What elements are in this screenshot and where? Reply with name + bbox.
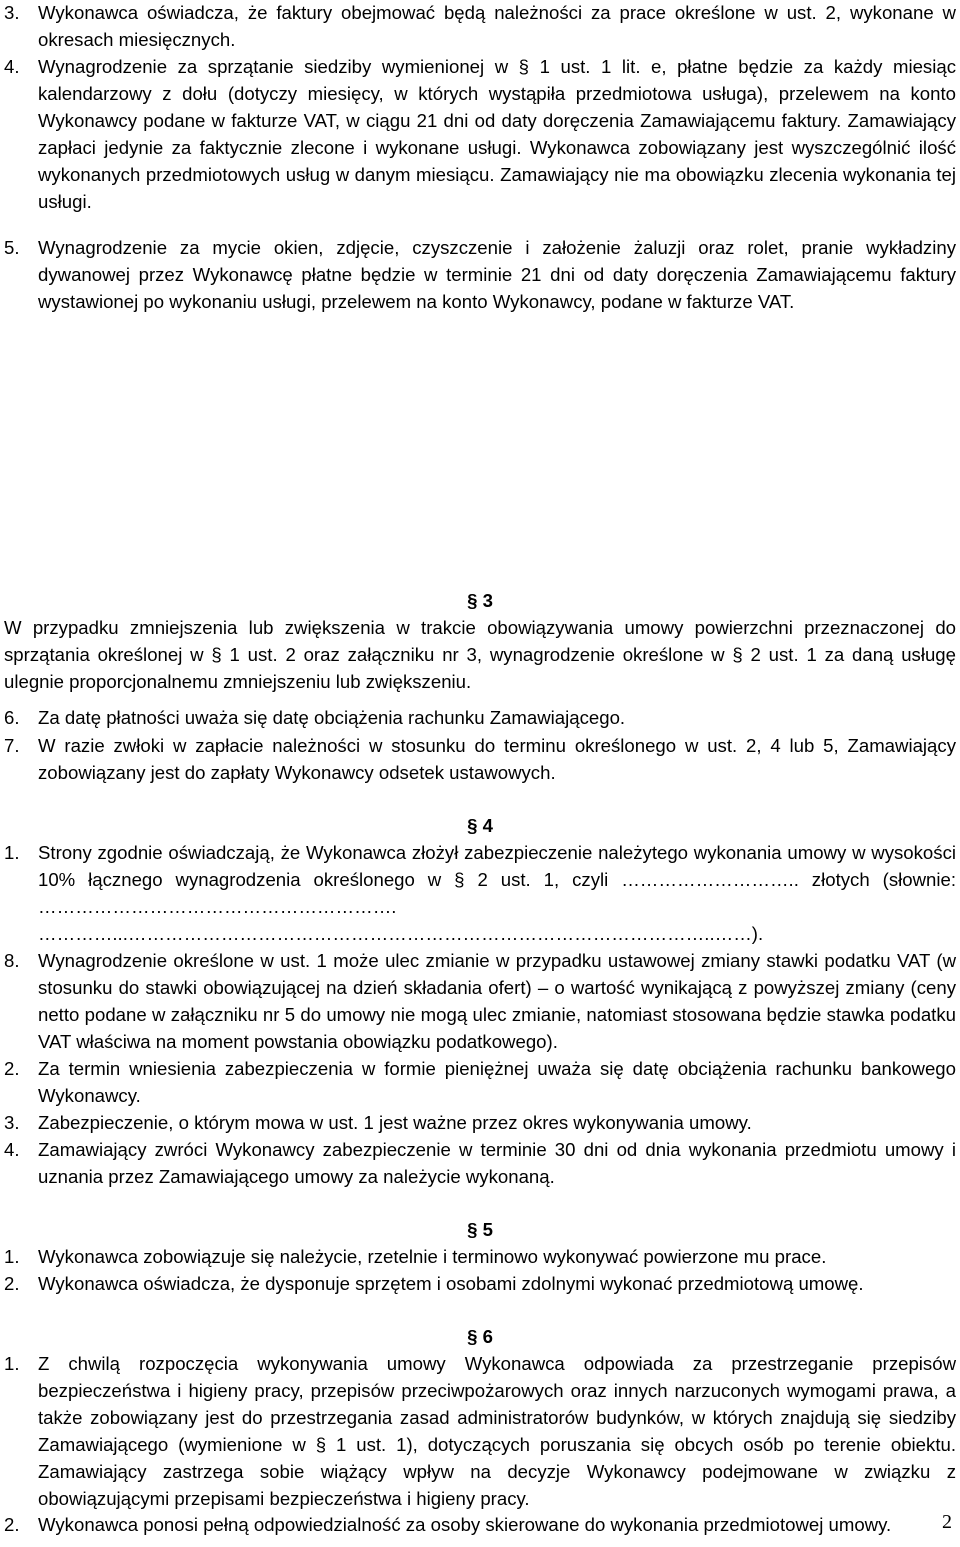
list-item bbox=[4, 1110, 956, 1137]
list-item bbox=[4, 1512, 956, 1539]
item-number: 2. bbox=[4, 1273, 20, 1294]
item-text: Wynagrodzenie za mycie okien, zdjęcie, czyszczenie i założenie żaluzji oraz rolet, pranie wykładziny dywanowej przez Wykonawcę płatne będzie w terminie 21 dni od daty doręczenia Zamawiającemu faktury wystawionej po wykonaniu usługi, przelewem na konto Wykonawcy, podane w fakturze VAT. bbox=[38, 237, 956, 312]
item-number: 4. bbox=[4, 1139, 20, 1160]
list-item bbox=[4, 1351, 956, 1512]
item-number: 8. bbox=[4, 950, 20, 971]
section-heading: § 6 bbox=[467, 1326, 493, 1347]
item-text: Wynagrodzenie za sprzątanie siedziby wymienionej w § 1 ust. 1 lit. e, płatne będzie za każdy miesiąc kalendarzowy z dołu (dotyczy miesięcy, w których wystąpiła przedmiotowa usługa), przelewem na konto Wykonawcy podane w fakturze VAT, w ciągu 21 dni od daty doręczenia Zamawiającemu faktury. Zamawiający zapłaci jedynie za faktycznie zlecone i wykonane usługi. Wykonawca zobowiązany jest wyszczególnić ilość wykonanych przedmiotowych usług w danym miesiącu. Zamawiający nie ma obowiązku zlecenia wykonania tej usługi. bbox=[38, 56, 956, 212]
item-text: Wynagrodzenie określone w ust. 1 może ulec zmianie w przypadku ustawowej zmiany stawki podatku VAT (w stosunku do stawki obowiązującej na dzień składania ofert) – o wartość wynikającą z powyższej zmiany (ceny netto podane w załączniku nr 5 do umowy nie mogą ulec zmianie, natomiast stosowana będzie stawka podatku VAT właściwa na moment powstania obowiązku podatkowego). bbox=[38, 950, 956, 1052]
item-number: 7. bbox=[4, 735, 20, 756]
list-item bbox=[4, 1056, 956, 1110]
item-number: 1. bbox=[4, 1246, 20, 1267]
item-text: Wykonawca zobowiązuje się należycie, rzetelnie i terminowo wykonywać powierzone mu prace. bbox=[38, 1246, 827, 1267]
page-number: 2 bbox=[942, 1511, 952, 1533]
item-number: 2. bbox=[4, 1058, 20, 1079]
item-number: 3. bbox=[4, 1112, 20, 1133]
section-paragraph: W przypadku zmniejszenia lub zwiększenia w trakcie obowiązywania umowy powierzchni przeznaczonej do sprzątania określonej w § 1 ust. 2 oraz załączniku nr 3, wynagrodzenie określone w § 2 ust. 1 za daną usługę ulegnie proporcjonalnemu zmniejszeniu lub zwiększeniu. bbox=[4, 617, 956, 692]
item-number: 1. bbox=[4, 1353, 20, 1374]
item-text: Za termin wniesienia zabezpieczenia w formie pieniężnej uważa się datę obciążenia rachunku bankowego Wykonawcy. bbox=[38, 1058, 956, 1106]
item-number: 5. bbox=[4, 237, 20, 258]
item-text: Strony zgodnie oświadczają, że Wykonawca złożył zabezpieczenie należytego wykonania umowy w wysokości 10% łącznego wynagrodzenia określonego w § 2 ust. 1, czyli ……………………….. złotych (słownie: …………………………………………………. …………...…………………………………………………………………………………..……). bbox=[38, 842, 956, 944]
item-text: Zamawiający zwróci Wykonawcy zabezpieczenie w terminie 30 dni od dnia wykonania przedmiotu umowy i uznania przez Zamawiającego umowy za należycie wykonaną. bbox=[38, 1139, 956, 1187]
section-heading: § 4 bbox=[467, 815, 493, 836]
item-text: Za datę płatności uważa się datę obciążenia rachunku Zamawiającego. bbox=[38, 707, 626, 728]
list-item bbox=[4, 948, 956, 1056]
list-item bbox=[4, 0, 956, 54]
item-text: Wykonawca oświadcza, że faktury obejmować będą należności za prace określone w ust. 2, wykonane w okresach miesięcznych. bbox=[38, 2, 956, 50]
list-item bbox=[4, 235, 956, 316]
item-number: 2. bbox=[4, 1514, 20, 1535]
list-item bbox=[4, 840, 956, 948]
list-item bbox=[4, 1271, 956, 1298]
item-number: 3. bbox=[4, 2, 20, 23]
list-item bbox=[4, 54, 956, 215]
item-text: W razie zwłoki w zapłacie należności w stosunku do terminu określonego w ust. 2, 4 lub 5, Zamawiający zobowiązany jest do zapłaty Wykonawcy odsetek ustawowych. bbox=[38, 735, 956, 783]
section-heading: § 3 bbox=[467, 590, 493, 611]
item-number: 6. bbox=[4, 707, 20, 728]
item-text: Z chwilą rozpoczęcia wykonywania umowy Wykonawca odpowiada za przestrzeganie przepisów bezpieczeństwa i higieny pracy, przepisów przeciwpożarowych oraz innych narzuconych wymogami prawa, a także zobowiązany jest do przestrzegania zasad administratorów budynków, w których znajdują się siedziby Zamawiającego (wymienione w § 1 ust. 1), dotyczących poruszania się obcych osób po terenie obiektu. Zamawiający zastrzega sobie wiążący wpływ na decyzje Wykonawcy podejmowane w związku z obowiązującymi przepisami bezpieczeństwa i higieny pracy. bbox=[38, 1353, 956, 1509]
item-text: Wykonawca ponosi pełną odpowiedzialność za osoby skierowane do wykonania przedmiotowej umowy. bbox=[38, 1514, 892, 1535]
item-number: 4. bbox=[4, 56, 20, 77]
item-text: Zabezpieczenie, o którym mowa w ust. 1 jest ważne przez okres wykonywania umowy. bbox=[38, 1112, 752, 1133]
item-text: Wykonawca oświadcza, że dysponuje sprzętem i osobami zdolnymi wykonać przedmiotową umowę. bbox=[38, 1273, 864, 1294]
list-item bbox=[4, 705, 956, 732]
item-number: 1. bbox=[4, 842, 20, 863]
section-heading: § 5 bbox=[467, 1219, 493, 1240]
list-item bbox=[4, 1137, 956, 1191]
list-item bbox=[4, 1244, 956, 1271]
list-item bbox=[4, 733, 956, 787]
